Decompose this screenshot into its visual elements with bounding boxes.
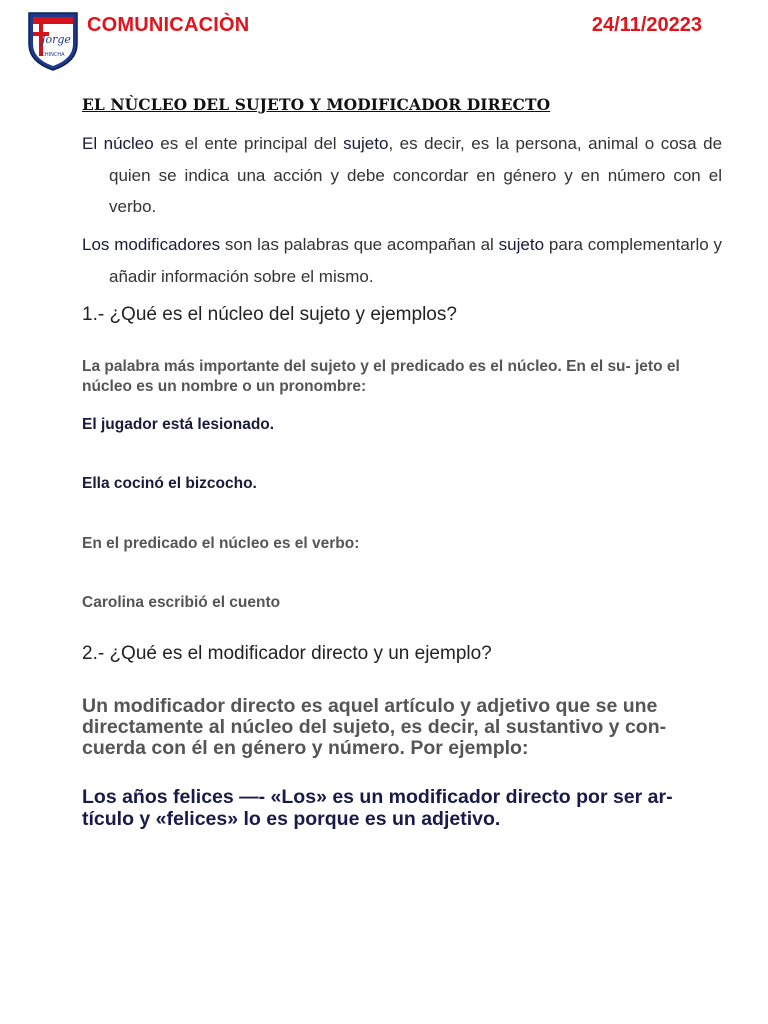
intro-text: , es decir, es la persona, animal o cosa de quien se indica una acción y debe concordar en género y en número con el verbo. bbox=[109, 134, 723, 216]
example-sentence: El jugador está lesionado. bbox=[82, 416, 275, 433]
term-modificadores: Los modificadores bbox=[82, 235, 221, 254]
example-modificador: Los años felices —- «Los» es un modificador directo por ser ar- tículo y «felices» lo es porque es un adjetivo. bbox=[82, 786, 673, 830]
term-sujeto: sujeto bbox=[498, 235, 545, 254]
term-nucleo: El núcleo bbox=[82, 134, 154, 153]
example-sentence: Ella cocinó el bizcocho. bbox=[82, 475, 257, 492]
svg-text:Jorge: Jorge bbox=[41, 33, 71, 46]
question-heading-1: 1.- ¿Qué es el núcleo del sujeto y ejemplos? bbox=[82, 304, 457, 325]
term-sujeto: sujeto bbox=[343, 134, 389, 153]
page-title: EL NÙCLEO DEL SUJETO Y MODIFICADOR DIRECTO bbox=[82, 95, 551, 114]
explanation-modificador: Un modificador directo es aquel artículo y adjetivo que se une directamente al núcleo del sujeto, es decir, al sustantivo y con- cuerda con él en género y número. Por ejemplo: bbox=[82, 695, 667, 759]
svg-text:CHINCHA: CHINCHA bbox=[41, 52, 65, 58]
date-label: 24/11/20223 bbox=[591, 14, 702, 36]
explanation-nucleo: La palabra más importante del sujeto y el predicado es el núcleo. En el su- jeto el núcleo es un nombre o un pronombre: bbox=[82, 358, 680, 395]
example-sentence: Carolina escribió el cuento bbox=[82, 594, 281, 611]
school-crest-icon bbox=[26, 10, 80, 72]
intro-paragraph-modificadores bbox=[82, 229, 722, 292]
intro-text: son las palabras que acompañan al bbox=[220, 235, 499, 254]
intro-text: para complementarlo y añadir información sobre el mismo. bbox=[109, 235, 722, 286]
question-heading-2: 2.- ¿Qué es el modificador directo y un ejemplo? bbox=[82, 643, 492, 664]
intro-text: es el ente principal del bbox=[153, 134, 344, 153]
subject-label: COMUNICACIÒN bbox=[87, 14, 250, 36]
predicate-note: En el predicado el núcleo es el verbo: bbox=[82, 535, 360, 552]
intro-paragraph-nucleo bbox=[82, 128, 722, 223]
